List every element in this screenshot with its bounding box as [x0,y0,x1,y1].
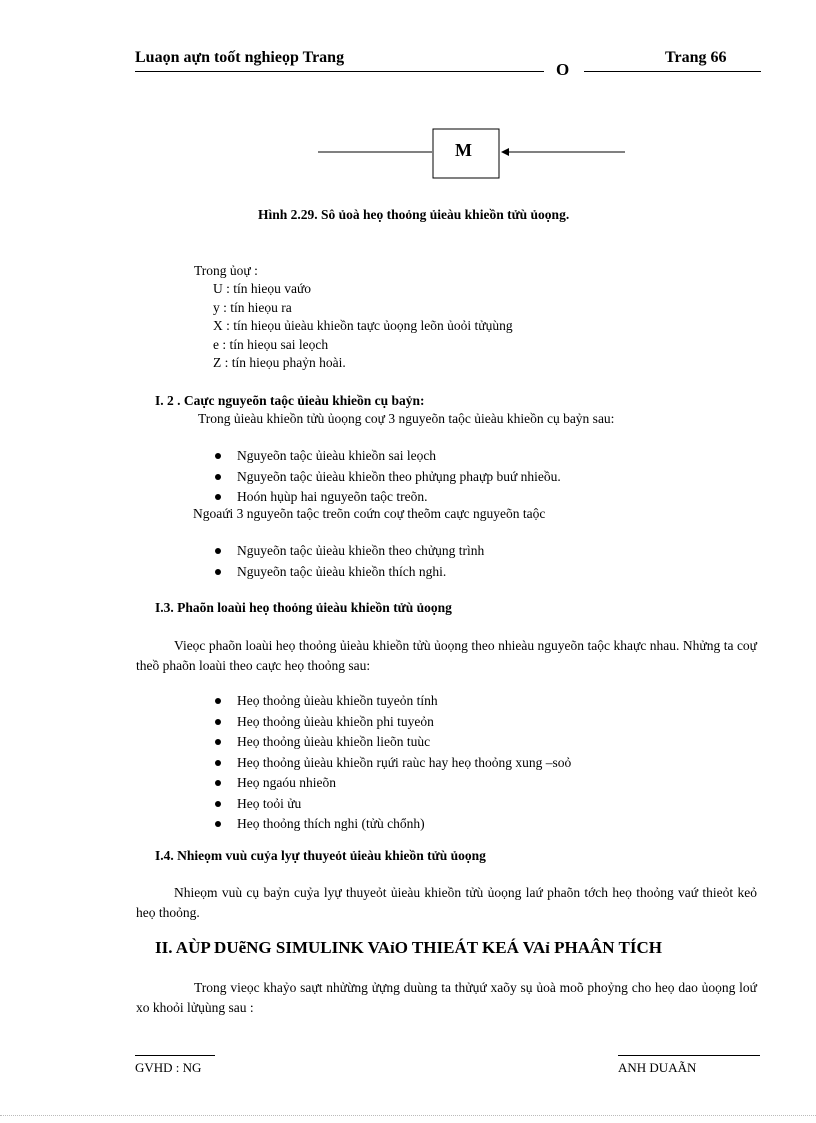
header-title: Luaọn aựn toốt nghieọp Trang [135,49,345,66]
list-item: Hoón hụùp hai nguyeõn taộc treõn. [215,487,561,508]
header-rule-right [584,71,761,72]
list-item: Heọ thoỏng thích nghi (tửù chổnh) [215,814,571,835]
legend-item: Z : tín hieọu phaỷn hoài. [213,355,346,370]
figure-caption: Hình 2.29. Sô ủoà heọ thoỏng ủieàu khieồn tửù ủoọng. [258,207,570,222]
section-paragraph: Trong vieọc khaỷo saựt nhửừng ửựng duùng ta thửụứ xaõy sụ ủoà moõ phoỷng cho heọ dao ủoọng loứ xo khoỏi lửụùng sau : [136,980,757,1015]
page-number: Trang 66 [665,49,727,66]
legend-item: e : tín hieọu sai leọch [213,337,329,352]
section-heading: I.4. Nhieọm vuù cuỷa lyự thuyeỏt ủieàu khieồn tửù ủoọng [155,848,486,863]
bullet-list [215,541,484,582]
list-item: Heọ ngaóu nhieõn [215,773,571,794]
section-heading: I.3. Phaõn loaùi heọ thoỏng ủieàu khieồn tửù ủoọng [155,600,452,615]
section-extra: Ngoaứi 3 nguyeõn taộc treõn coứn coự theõm caực nguyeõn taộc [193,506,546,521]
legend-item: y : tín hieọu ra [213,300,292,315]
section-paragraph: Nhieọm vuù cụ baỷn cuỷa lyự thuyeỏt ủieàu khieồn tửù ủoọng laứ phaõn tớch heọ thoỏng vaứ thieỏt keỏ heọ thoỏng. [136,885,757,920]
legend-item: X : tín hieọu ủieàu khieồn taực ủoọng leõn ủoỏi tửụùng [213,318,513,333]
section-paragraph: Vieọc phaõn loaùi heọ thoỏng ủieàu khieồn tửù ủoọng theo nhieàu nguyeõn taộc khaực nhau. Nhửng ta coự theồ phaõn loaùi theo caực heọ thoỏng sau: [136,638,757,673]
page-bottom-divider [0,1115,816,1116]
list-item: Heọ thoỏng ủieàu khieồn tuyeỏn tính [215,691,571,712]
list-item: Heọ toỏi ửu [215,794,571,815]
bullet-list [215,691,571,835]
footer-rule-left [135,1055,215,1056]
header-circle-mark: O [556,60,570,79]
list-item: Nguyeõn taộc ủieàu khieồn thích nghi. [215,562,484,583]
list-item: Heọ thoỏng ủieàu khieồn rụứi raùc hay heọ thoỏng xung –soỏ [215,753,571,774]
footer-rule-right [618,1055,760,1056]
list-item: Heọ thoỏng ủieàu khieồn lieõn tuùc [215,732,571,753]
header-rule-left [135,71,544,72]
block-label: M [455,140,472,160]
footer-left: GVHD : NG [135,1060,202,1075]
list-item: Nguyeõn taộc ủieàu khieồn sai leọch [215,446,561,467]
section-intro: Trong ủieàu khieồn tửù ủoọng coự 3 nguyeõn taộc ủieàu khieồn cụ baỷn sau: [198,411,615,426]
chapter-heading: II. AÙP DUẽNG SIMULINK VAỉO THIEÁT KEÁ VAỉ PHAÂN TÍCH [155,938,662,957]
section-heading: I. 2 . Caực nguyeõn taộc ủieàu khieồn cụ baỷn: [155,393,425,408]
arrow-head-icon [501,148,509,156]
bullet-list [215,446,561,508]
list-item: Nguyeõn taộc ủieàu khieồn theo chửụng trình [215,541,484,562]
legend-item: U : tín hieọu vaứo [213,281,312,296]
legend-intro: Trong ủoự : [194,263,258,278]
footer-right: ANH DUAÃN [618,1060,697,1075]
list-item: Heọ thoỏng ủieàu khieồn phi tuyeỏn [215,712,571,733]
list-item: Nguyeõn taộc ủieàu khieồn theo phửụng phaựp buứ nhieồu. [215,467,561,488]
